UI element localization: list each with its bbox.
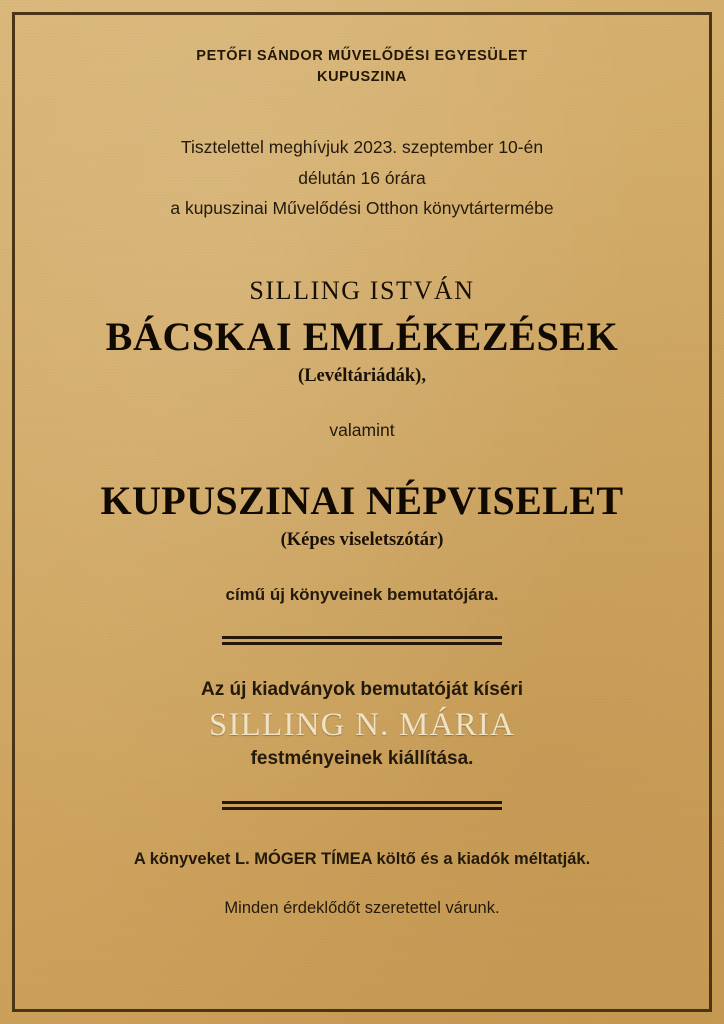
organization-header (56, 46, 668, 88)
exhibition-intro: Az új kiadványok bemutatóját kíséri (200, 678, 524, 700)
invitation-line-2: délután 16 órára (298, 167, 426, 188)
conjunction-text: valamint (329, 419, 395, 440)
book-title-primary: BÁCSKAI EMLÉKEZÉSEK (105, 313, 619, 359)
book-presentation-closing: című új könyveinek bemutatójára. (225, 584, 499, 604)
divider-top (222, 636, 502, 645)
invitation-line-1: Tisztelettel meghívjuk 2023. szeptember 10-én (180, 137, 544, 158)
invitation-text (56, 132, 668, 224)
exhibition-description: festményeinek kiállítása. (250, 747, 474, 769)
book-subtitle-primary: (Levéltáriádák), (298, 365, 426, 386)
divider-bottom (222, 801, 502, 810)
exhibition-artist-name: SILLING N. MÁRIA (208, 706, 516, 743)
book-title-secondary: KUPUSZINAI NÉPVISELET (100, 477, 624, 523)
organization-line-2: KUPUSZINA (317, 69, 407, 86)
organization-line-1: PETŐFI SÁNDOR MŰVELŐDÉSI EGYESÜLET (196, 48, 528, 64)
invitation-line-3: a kupuszinai Művelődési Otthon könyvtártermébe (170, 198, 554, 219)
author-name: SILLING ISTVÁN (249, 275, 475, 305)
note-welcome: Minden érdeklődőt szeretettel várunk. (224, 898, 500, 917)
note-speakers: A könyveket L. MÓGER TÍMEA költő és a kiadók méltatják. (133, 849, 591, 868)
book-subtitle-secondary: (Képes viseletszótár) (280, 529, 444, 550)
